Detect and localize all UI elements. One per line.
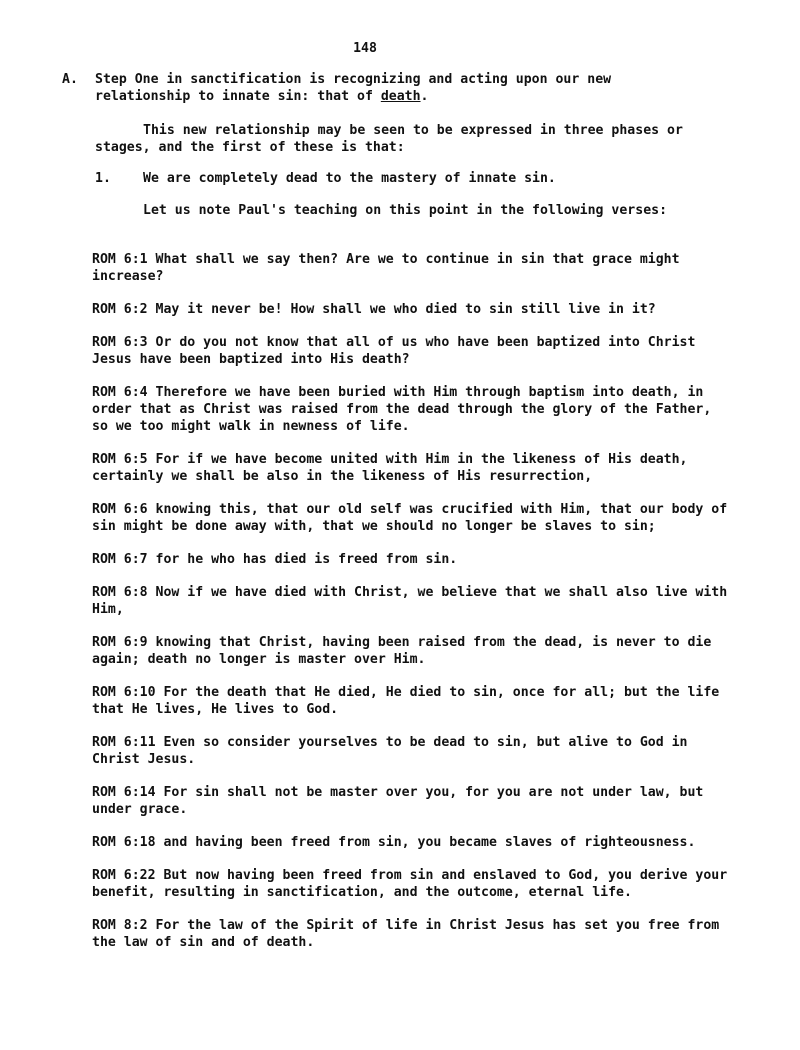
intro-paragraph: This new relationship may be seen to be expressed in three phases or stages, and the first of these is that:: [95, 123, 683, 155]
verse: ROM 6:3 Or do you not know that all of us who have been baptized into Christ Jesus have been baptized into His death?: [92, 335, 696, 367]
point-number: 1.: [95, 171, 111, 186]
note-paragraph: Let us note Paul's teaching on this point in the following verses:: [143, 203, 668, 218]
section-text-before: Step One in sanctification is recognizing and acting upon our new relationship to innate sin: that of: [95, 72, 612, 104]
verse: ROM 6:9 knowing that Christ, having been raised from the dead, is never to die again; death no longer is master over Him.: [92, 635, 712, 667]
verse: ROM 6:1 What shall we say then? Are we to continue in sin that grace might increase?: [92, 252, 680, 284]
verse: ROM 6:22 But now having been freed from sin and enslaved to God, you derive your benefit, resulting in sanctification, and the outcome, eternal life.: [92, 868, 728, 900]
section-heading: [95, 71, 702, 105]
verse: ROM 8:2 For the law of the Spirit of life in Christ Jesus has set you free from the law of sin and of death.: [92, 918, 720, 950]
point-1: [95, 170, 735, 187]
section-emphasis: death: [380, 89, 421, 104]
point-text: We are completely dead to the mastery of innate sin.: [143, 171, 556, 186]
verse: ROM 6:5 For if we have become united with Him in the likeness of His death, certainly we shall be also in the likeness of His resurrection,: [92, 452, 688, 484]
verse: ROM 6:18 and having been freed from sin, you became slaves of righteousness.: [92, 835, 696, 850]
verse-list: [92, 251, 732, 967]
verse: ROM 6:7 for he who has died is freed from sin.: [92, 552, 458, 567]
verse: ROM 6:6 knowing this, that our old self was crucified with Him, that our body of sin might be done away with, that we should no longer be slaves to sin;: [92, 502, 728, 534]
section-a: [62, 71, 702, 105]
verse: ROM 6:4 Therefore we have been buried with Him through baptism into death, in order that as Christ was raised from the dead through the glory of the Father, so we too might walk in newness of life.: [92, 385, 712, 434]
verse: ROM 6:14 For sin shall not be master over you, for you are not under law, but under grace.: [92, 785, 704, 817]
page-number: 148: [353, 41, 377, 56]
verse: ROM 6:10 For the death that He died, He died to sin, once for all; but the life that He lives, He lives to God.: [92, 685, 720, 717]
section-text-after: .: [420, 89, 429, 104]
section-marker: A.: [62, 72, 78, 87]
verse: ROM 6:2 May it never be! How shall we who died to sin still live in it?: [92, 302, 656, 317]
verse: ROM 6:11 Even so consider yourselves to be dead to sin, but alive to God in Christ Jesus.: [92, 735, 688, 767]
verse: ROM 6:8 Now if we have died with Christ, we believe that we shall also live with Him,: [92, 585, 728, 617]
